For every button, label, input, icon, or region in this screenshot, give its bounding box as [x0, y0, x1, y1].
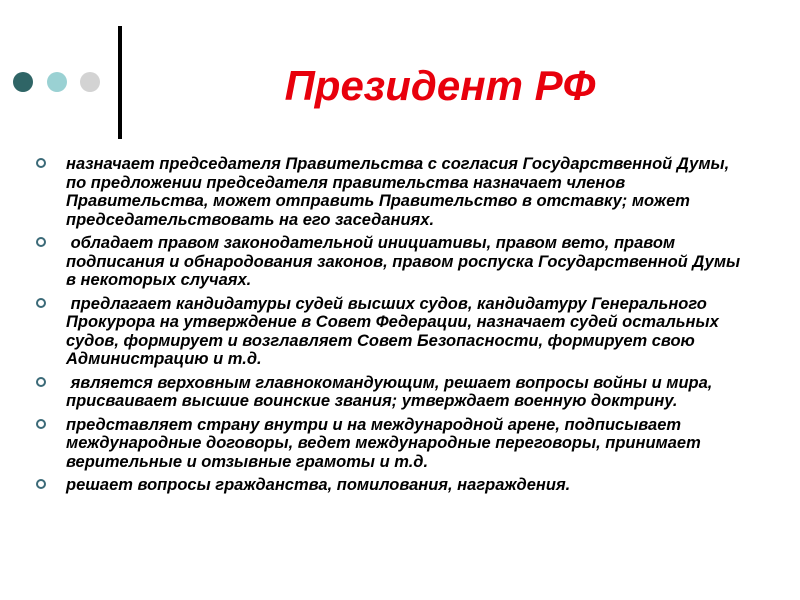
ring-bullet-icon	[36, 419, 46, 429]
decorative-vertical-line	[118, 26, 122, 139]
ring-bullet-icon	[36, 377, 46, 387]
bullet-list	[36, 155, 748, 500]
bullet-text: обладает правом законодательной инициативы, правом вето, правом подписания и обнародования законов, правом роспуска Государственной Думы в некоторых случаях.	[66, 234, 745, 289]
bullet-item	[36, 374, 748, 411]
bullet-item	[36, 476, 748, 495]
bullet-text: назначает председателя Правительства с согласия Государственной Думы, по предложении председателя правительства назначает членов Правительства, может отправить Правительство в отставку; может председательствовать на его заседаниях.	[66, 155, 730, 229]
bullet-text: представляет страну внутри и на международной арене, подписывает международные договоры, ведет международные переговоры, принимает верительные и отзывные грамоты и т.д.	[66, 415, 701, 471]
bullet-text: предлагает кандидатуры судей высших судов, кандидатуру Генерального Прокурора на утверждение в Совет Федерации, назначает судей остальных судов, формирует и возглавляет Совет Безопасности, формирует свою Администрацию и т.д.	[66, 294, 724, 368]
ring-bullet-icon	[36, 298, 46, 308]
bullet-text: является верховным главнокомандующим, решает вопросы войны и мира, присваивает высшие воинские звания; утверждает военную доктрину.	[66, 373, 717, 410]
bullet-item	[36, 295, 748, 369]
ring-bullet-icon	[36, 479, 46, 489]
slide-title: Президент РФ	[284, 62, 596, 109]
decorative-dot-gray	[80, 72, 100, 92]
bullet-item	[36, 416, 748, 472]
bullet-item	[36, 155, 748, 229]
decorative-dot-dark	[13, 72, 33, 92]
ring-bullet-icon	[36, 237, 46, 247]
bullet-text: решает вопросы гражданства, помилования, награждения.	[66, 476, 571, 494]
decorative-dot-teal	[47, 72, 67, 92]
ring-bullet-icon	[36, 158, 46, 168]
bullet-item	[36, 234, 748, 290]
